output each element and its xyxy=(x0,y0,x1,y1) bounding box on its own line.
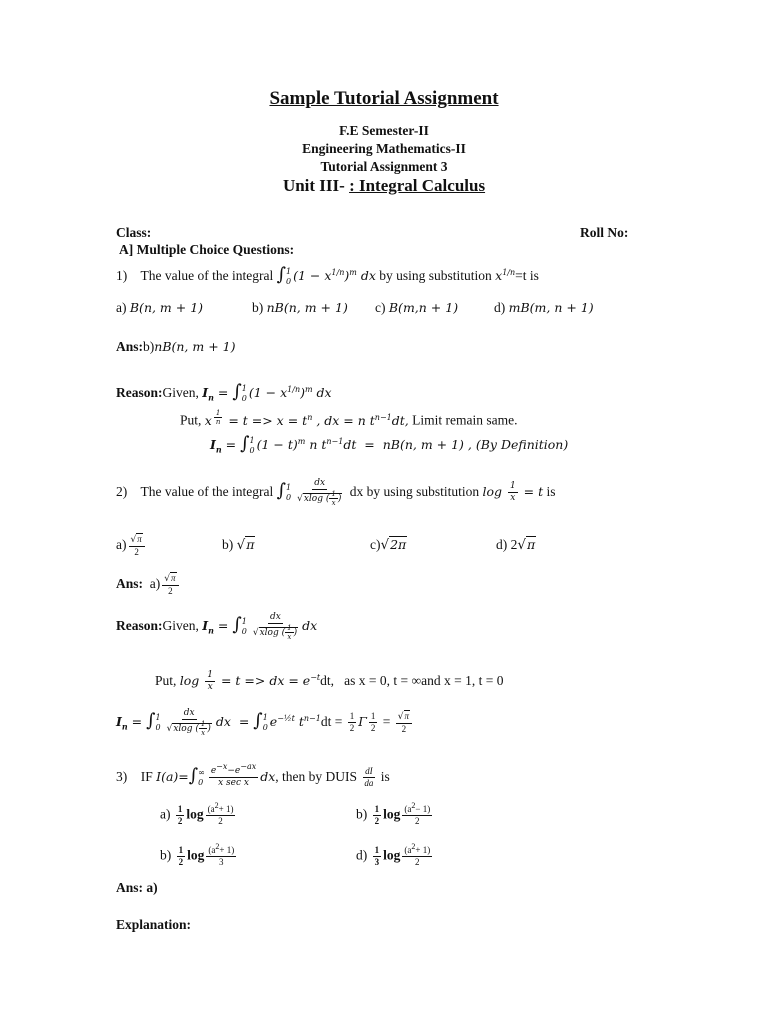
unit-heading xyxy=(0,176,768,196)
q3-text-mid: , then by DUIS xyxy=(275,769,358,784)
q2-option-a: a) $\frac{√\pi}{2}$ xyxy=(116,534,147,558)
question-1: 1) The value of the integral ∫ 1 0 $(1 - x^{1/n})^m$ dx by using substitution $x^{1/n}=t$ is xyxy=(116,264,539,286)
q2-text-mid: dx by using substitution xyxy=(349,484,480,499)
q3-option-d: d) $\frac{1}{3}$ log $\frac{(a^2+ 1)}{2}$ xyxy=(356,842,431,867)
q1-number: 1) xyxy=(116,268,128,283)
q1-reason-line1: Reason:Given, $I_n$ = ∫ 1 0 $(1 - x^{1/n})^m$ dx xyxy=(116,381,332,403)
subject-label: Engineering Mathematics-II xyxy=(302,141,466,156)
q2-reason-line2: Put, log $\frac{1}{x}$ = t => dx = $e^{-t}dt$, as x = 0, t = ∞and x = 1, t = 0 xyxy=(155,670,504,692)
q3-text-end: is xyxy=(380,769,390,784)
q1-text-end: =t is xyxy=(515,268,539,283)
q1-option-c: c) B(m,n + 1) xyxy=(375,300,459,315)
q2-number: 2) xyxy=(116,484,128,499)
document-title: Sample Tutorial Assignment xyxy=(269,88,499,109)
q3-explanation-label: Explanation: xyxy=(116,917,192,932)
q2-reason-line1: Reason:Given, $I_n$ = ∫ 1 0 dx √xlog ( $\frac{1}{x}$ ) dx xyxy=(116,612,318,641)
q2-reason-line3: $I_n$ = ∫ 1 0 dx √xlog ( $\frac{1}{x}$ ) dx = ∫ 1 0 $e^{-\frac{1}{2}t}$ $t^{n-1}dt$ = $\frac{1}{2}$ Γ $\frac{1}{2}$ = $\frac{√\pi}{2}$ xyxy=(116,708,414,737)
q1-reason-line3: $I_n$ = ∫ 1 0 $(1 - t)^m$ n $t^{n-1}dt = nB(n$, m + 1) , (By Definition) xyxy=(210,433,569,455)
class-label: Class: xyxy=(116,225,152,240)
q1-answer: Ans:b)nB(n, m + 1) xyxy=(116,339,236,354)
question-3: 3) IF I(a)=∫ ∞ 0 $\frac{e^{-x}-e^{-ax}}{\text{x sec x}}$ dx, then by DUIS $\frac{dI}{da}$ is xyxy=(116,762,390,789)
section-a-heading: A] Multiple Choice Questions: xyxy=(119,242,295,257)
q1-integral: ∫ 1 0 $(1 - x^{1/n})^m$ dx xyxy=(276,264,376,286)
q1-option-a: a) B(n, m + 1) xyxy=(116,300,204,315)
q1-text-before: The value of the integral xyxy=(140,268,274,283)
q3-option-a: a) $\frac{1}{2}$ log $\frac{(a^2+ 1)}{2}$ xyxy=(160,801,234,826)
semester-label: F.E Semester-II xyxy=(339,123,429,138)
q1-text-mid: by using substitution xyxy=(379,268,492,283)
q3-option-b: b) $\frac{1}{2}$ log $\frac{(a^2- 1)}{2}$ xyxy=(356,801,431,826)
q2-text-before: The value of the integral xyxy=(140,484,274,499)
q1-option-d: d) mB(m, n + 1) xyxy=(494,300,594,315)
q1-reason-line2: Put, x $^{\frac{1}{n}}$ = $t => x = t^n$ , dx = n $t^{n-1}dt$, Limit remain same. xyxy=(180,409,518,428)
q3-text-before: IF xyxy=(140,769,153,784)
q2-text-end: is xyxy=(546,484,556,499)
assignment-label: Tutorial Assignment 3 xyxy=(320,159,448,174)
roll-no-label: Roll No: xyxy=(580,225,629,240)
q3-option-c: b) $\frac{1}{2}$ log $\frac{(a^2+ 1)}{3}$ xyxy=(160,842,235,867)
q1-option-b: b) nB(n, m + 1) xyxy=(252,300,348,315)
q2-answer: Ans: a) $\frac{√\pi}{2}$ xyxy=(116,573,181,597)
unit-topic: : Integral Calculus xyxy=(349,176,486,195)
q3-answer: Ans: a) xyxy=(116,880,158,895)
q3-number: 3) xyxy=(116,769,128,784)
q2-option-b: b) √π xyxy=(222,537,255,553)
q2-option-d: d) 2√π xyxy=(496,537,536,553)
q2-option-c: c)√2π xyxy=(370,537,407,553)
question-2: 2) The value of the integral ∫ 1 0 dx √xlog ( $\frac{1}{x}$ ) dx by using substitution log $\frac{1}{x}$ = t is xyxy=(116,478,556,507)
unit-prefix: Unit III- xyxy=(282,176,350,195)
